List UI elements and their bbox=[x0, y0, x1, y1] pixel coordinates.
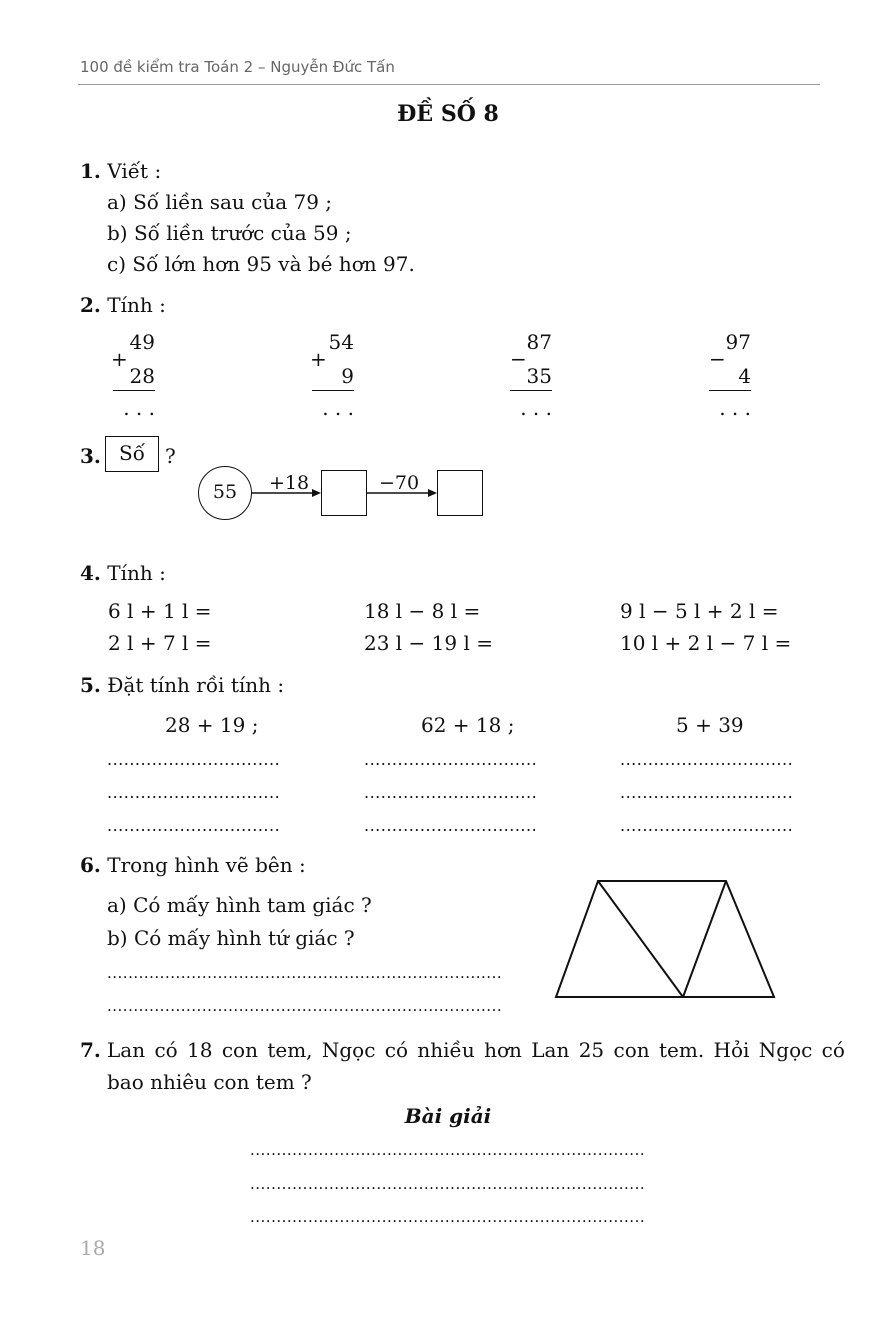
question-6a: a) Có mấy hình tam giác ? bbox=[107, 893, 372, 917]
bottom-operand: 35 bbox=[526, 364, 552, 388]
question-1-heading bbox=[80, 159, 161, 183]
solution-heading: Bài giải bbox=[404, 1104, 492, 1128]
answer-line[interactable]: ........................................................................... bbox=[250, 1175, 646, 1193]
answer-line[interactable]: ........................................................................... bbox=[107, 964, 503, 982]
top-operand: 54 bbox=[328, 330, 354, 354]
question-6-heading bbox=[80, 853, 306, 877]
answer-line[interactable]: ............................... bbox=[620, 750, 794, 769]
liter-expression: 6 l + 1 l = bbox=[108, 599, 212, 623]
inner-line bbox=[683, 881, 726, 997]
vertical-calculation bbox=[284, 330, 354, 420]
sum-line bbox=[510, 390, 552, 391]
question-number: 1. bbox=[80, 159, 101, 183]
arrow-2-head bbox=[428, 489, 437, 497]
bottom-operand: 4 bbox=[738, 364, 751, 388]
answer-line[interactable]: ........................................................................... bbox=[107, 997, 503, 1015]
liter-expression: 18 l − 8 l = bbox=[364, 599, 481, 623]
answer-line[interactable]: ........................................................................... bbox=[250, 1208, 646, 1226]
answer-box-2[interactable] bbox=[437, 470, 483, 516]
geometry-figure bbox=[550, 875, 780, 1003]
answer-line[interactable]: ............................... bbox=[364, 783, 538, 802]
question-label: Đặt tính rồi tính : bbox=[107, 673, 285, 697]
question-label: Tính : bbox=[107, 293, 166, 317]
word-problem-line-1: Lan có 18 con tem, Ngọc có nhiều hơn Lan 25 con tem. Hỏi Ngọc có bbox=[107, 1038, 845, 1062]
question-number: 3. bbox=[80, 444, 101, 468]
addition-item: 62 + 18 ; bbox=[421, 713, 515, 737]
arrow-1-head bbox=[312, 489, 321, 497]
sum-line bbox=[312, 390, 354, 391]
bottom-operand: 28 bbox=[129, 364, 155, 388]
answer-line[interactable]: ............................... bbox=[107, 750, 281, 769]
question-4-heading bbox=[80, 561, 166, 585]
trapezoid-outline bbox=[556, 881, 774, 997]
addition-item: 28 + 19 ; bbox=[165, 713, 259, 737]
answer-placeholder: . . . bbox=[520, 396, 552, 420]
addition-item: 5 + 39 bbox=[676, 713, 744, 737]
step-1-label: +18 bbox=[269, 472, 310, 494]
liter-expression: 9 l − 5 l + 2 l = bbox=[620, 599, 779, 623]
question-mark: ? bbox=[165, 444, 176, 468]
sum-line bbox=[113, 390, 155, 391]
question-number: 6. bbox=[80, 853, 101, 877]
question-5-heading bbox=[80, 673, 284, 697]
question-1b: b) Số liền trước của 59 ; bbox=[107, 221, 352, 245]
running-header: 100 đề kiểm tra Toán 2 – Nguyễn Đức Tấn bbox=[80, 58, 395, 76]
bottom-operand: 9 bbox=[341, 364, 354, 388]
vertical-calculation bbox=[681, 330, 751, 420]
so-label-box: Số bbox=[105, 436, 159, 472]
diagonal-line bbox=[598, 881, 683, 997]
question-1c: c) Số lớn hơn 95 và bé hơn 97. bbox=[107, 252, 415, 276]
question-6b: b) Có mấy hình tứ giác ? bbox=[107, 926, 355, 950]
liter-expression: 10 l + 2 l − 7 l = bbox=[620, 631, 792, 655]
question-number: 4. bbox=[80, 561, 101, 585]
answer-placeholder: . . . bbox=[719, 396, 751, 420]
step-2-label: −70 bbox=[379, 472, 420, 494]
operator: + bbox=[111, 347, 128, 371]
question-number: 7. bbox=[80, 1038, 101, 1062]
liter-expression: 23 l − 19 l = bbox=[364, 631, 493, 655]
page-number: 18 bbox=[80, 1236, 106, 1260]
question-number: 2. bbox=[80, 293, 101, 317]
answer-box-1[interactable] bbox=[321, 470, 367, 516]
answer-placeholder: . . . bbox=[322, 396, 354, 420]
question-number: 5. bbox=[80, 673, 101, 697]
operator: − bbox=[709, 347, 726, 371]
answer-line[interactable]: ............................... bbox=[620, 816, 794, 835]
top-operand: 49 bbox=[129, 330, 155, 354]
question-1a: a) Số liền sau của 79 ; bbox=[107, 190, 333, 214]
answer-line[interactable]: ............................... bbox=[107, 816, 281, 835]
sum-line bbox=[709, 390, 751, 391]
vertical-calculation bbox=[85, 330, 155, 420]
page-title: ĐỀ SỐ 8 bbox=[397, 101, 499, 127]
top-operand: 87 bbox=[526, 330, 552, 354]
question-label: Trong hình vẽ bên : bbox=[107, 853, 306, 877]
answer-line[interactable]: ............................... bbox=[107, 783, 281, 802]
question-label: Viết : bbox=[107, 159, 162, 183]
top-operand: 97 bbox=[725, 330, 751, 354]
answer-line[interactable]: ............................... bbox=[364, 750, 538, 769]
header-divider bbox=[78, 84, 820, 85]
answer-line[interactable]: ............................... bbox=[364, 816, 538, 835]
answer-placeholder: . . . bbox=[123, 396, 155, 420]
liter-expression: 2 l + 7 l = bbox=[108, 631, 212, 655]
start-number-circle: 55 bbox=[198, 466, 252, 520]
word-problem-line-2: bao nhiêu con tem ? bbox=[107, 1070, 312, 1094]
operator: + bbox=[310, 347, 327, 371]
answer-line[interactable]: ............................... bbox=[620, 783, 794, 802]
operator: − bbox=[510, 347, 527, 371]
question-label: Tính : bbox=[107, 561, 166, 585]
question-2-heading bbox=[80, 293, 166, 317]
answer-line[interactable]: ........................................................................... bbox=[250, 1141, 646, 1159]
vertical-calculation bbox=[482, 330, 552, 420]
